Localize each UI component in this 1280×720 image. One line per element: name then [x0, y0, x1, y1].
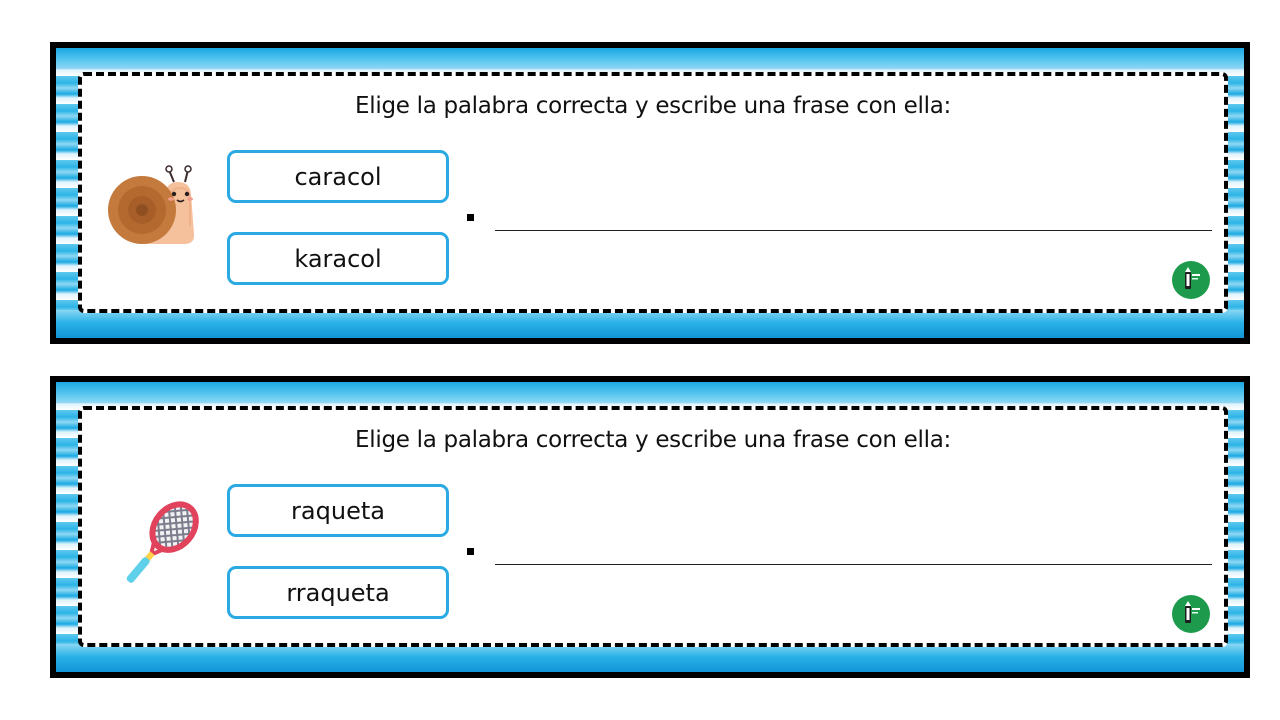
instruction-text: Elige la palabra correcta y escribe una frase con ella:: [355, 93, 951, 119]
bullet-dot: [467, 214, 474, 221]
publisher-logo-icon: [1172, 261, 1210, 299]
decorative-band-top: [56, 382, 1244, 402]
instruction-text: Elige la palabra correcta y escribe una frase con ella:: [355, 427, 951, 453]
option-word-2[interactable]: karacol: [227, 232, 449, 285]
option-word-1[interactable]: caracol: [227, 150, 449, 203]
decorative-band-bottom: [56, 644, 1244, 672]
tennis-racket-icon: [108, 498, 212, 600]
option-word-2[interactable]: rraqueta: [227, 566, 449, 619]
answer-line[interactable]: [495, 230, 1212, 231]
dashed-frame: [78, 72, 1228, 313]
snail-icon: [108, 164, 202, 254]
decorative-band-top: [56, 48, 1244, 68]
publisher-logo-icon: [1172, 595, 1210, 633]
decorative-band-bottom: [56, 310, 1244, 338]
dashed-frame: [78, 406, 1228, 647]
bullet-dot: [467, 548, 474, 555]
option-word-1[interactable]: raqueta: [227, 484, 449, 537]
answer-line[interactable]: [495, 564, 1212, 565]
exercise-card-2: [50, 376, 1250, 678]
exercise-card-1: [50, 42, 1250, 344]
